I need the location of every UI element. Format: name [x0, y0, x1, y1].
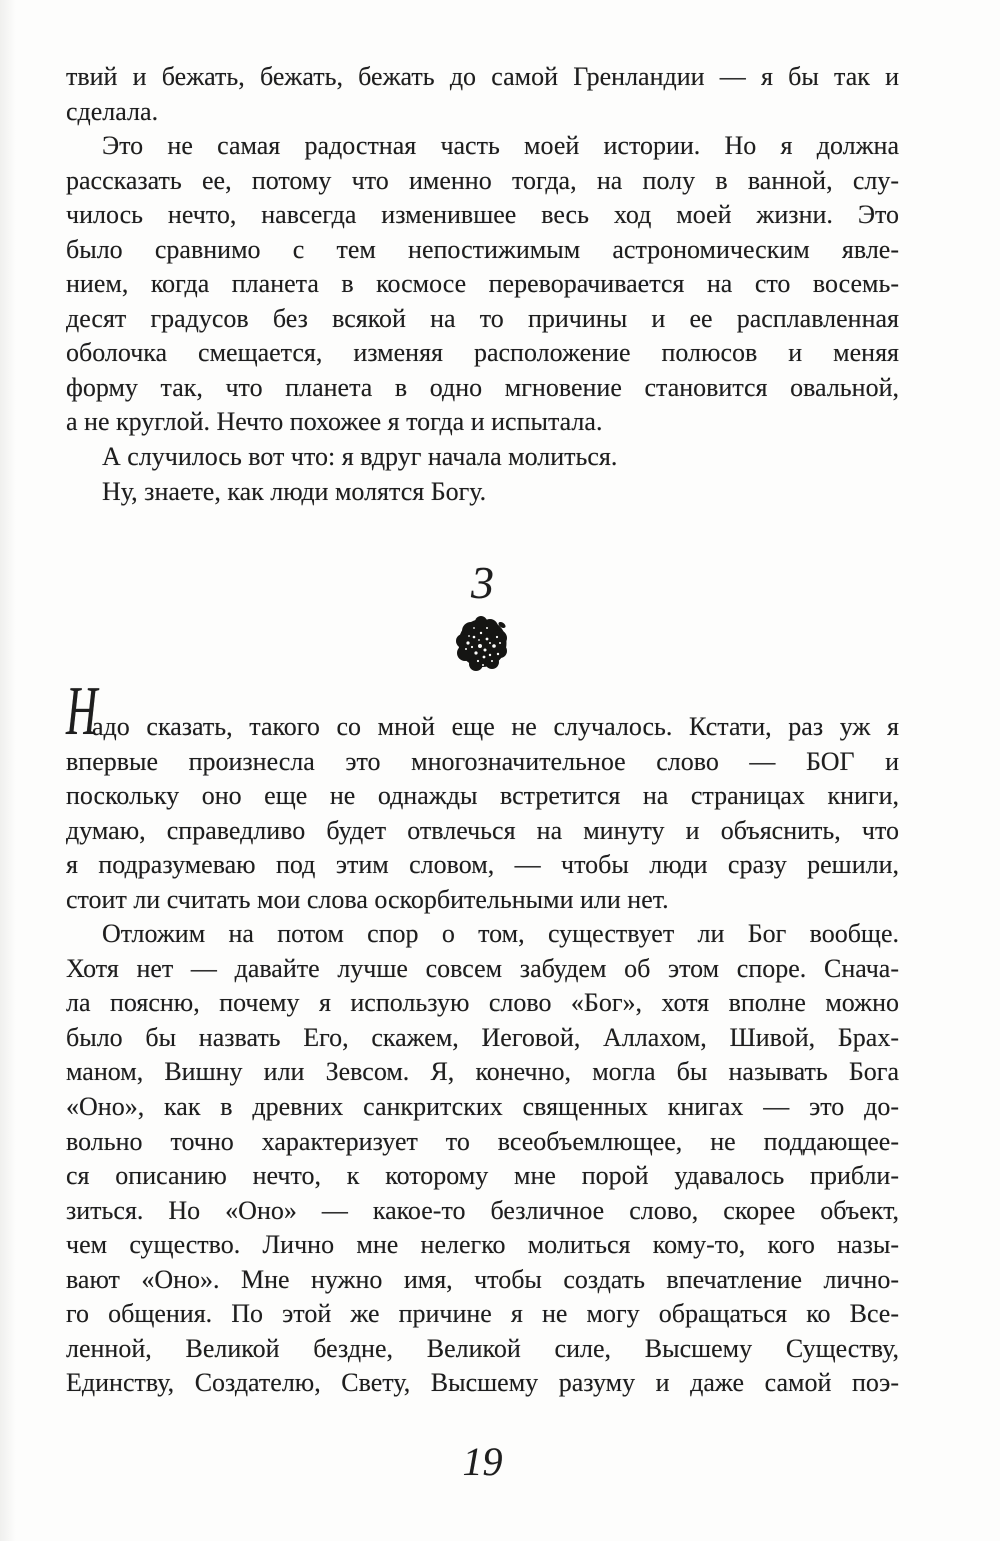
text-line: я подразумеваю под этим словом, — чтобы люди сразу решили, — [66, 850, 899, 880]
text-line: нием, когда планета в космосе переворачивается на сто восемь- — [66, 269, 899, 299]
text-line: Ну, знаете, как люди молятся Богу. — [102, 476, 487, 506]
text-line: го общения. По этой же причине я не могу обращаться ко Все- — [66, 1299, 899, 1329]
text-line: чилось нечто, навсегда изменившее весь ход моей жизни. Это — [66, 200, 899, 230]
text-line: думаю, справедливо будет отвлечься на минуту и объяснить, что — [66, 815, 899, 845]
text-line: оболочка смещается, изменяя расположение полюсов и меняя — [66, 338, 899, 368]
text-line: было сравнимо с тем непостижимым астрономическим явле- — [66, 234, 899, 264]
chapter-ornament-icon — [454, 613, 511, 672]
text-line: маном, Вишну или Зевсом. Я, конечно, могла бы называть Бога — [66, 1057, 899, 1087]
text-line: Отложим на потом спор о том, существует ли Бог вообще. — [102, 919, 899, 949]
page-number: 19 — [462, 1439, 503, 1484]
text-line: десят градусов без всякой на то причины и ее расплавленная — [66, 303, 899, 333]
text-line: форму так, что планета в одно мгновение становится овальной, — [66, 372, 899, 402]
body-text-bottom — [66, 673, 899, 1401]
text-line: поскольку оно еще не однажды встретится на страницах книги, — [66, 781, 899, 811]
body-text-top — [66, 60, 899, 509]
dropcap-letter: Н — [66, 673, 98, 750]
text-line: впервые произнесла это многозначительное слово — БОГ и — [66, 746, 899, 776]
chapter-number: 3 — [471, 557, 494, 608]
text-line: Единству, Создателю, Свету, Высшему разуму и даже самой поэ- — [66, 1368, 899, 1398]
text-line: Это не самая радостная часть моей истории. Но я должна — [102, 131, 899, 161]
text-line: твий и бежать, бежать, бежать до самой Гренландии — я бы так и — [66, 62, 899, 91]
text-line: вольно точно характеризует то всеобъемлющее, не поддающее- — [66, 1126, 899, 1156]
text-line: ся описанию нечто, к которому мне порой удавалось прибли- — [66, 1161, 899, 1191]
text-line: ленной, Великой бездне, Великой силе, Высшему Существу, — [66, 1333, 899, 1363]
text-line: чем существо. Лично мне нелегко молиться кому-то, кого назы- — [66, 1230, 899, 1260]
text-line: а не круглой. Нечто похожее я тогда и испытала. — [66, 407, 603, 437]
text-line: зиться. Но «Оно» — какое-то безличное слово, скорее объект, — [66, 1195, 899, 1225]
text-line: «Оно», как в древних санкритских священных книгах — это до- — [66, 1092, 899, 1122]
text-line: Хотя нет — давайте лучше совсем забудем об этом споре. Снача- — [66, 953, 899, 983]
text-line: стоит ли считать мои слова оскорбительными или нет. — [66, 884, 669, 914]
text-line: адо сказать, такого со мной еще не случалось. Кстати, раз уж я — [92, 712, 899, 741]
text-line: А случилось вот что: я вдруг начала молиться. — [102, 442, 618, 472]
text-line: сделала. — [66, 96, 159, 126]
text-line: было бы назвать Его, скажем, Иеговой, Аллахом, Шивой, Брах- — [66, 1022, 899, 1052]
text-line: рассказать ее, потому что именно тогда, на полу в ванной, слу- — [66, 165, 899, 195]
text-line: вают «Оно». Мне нужно имя, чтобы создать впечатление лично- — [66, 1264, 899, 1294]
text-line: ла поясню, почему я использую слово «Бог», хотя вполне можно — [66, 988, 899, 1018]
